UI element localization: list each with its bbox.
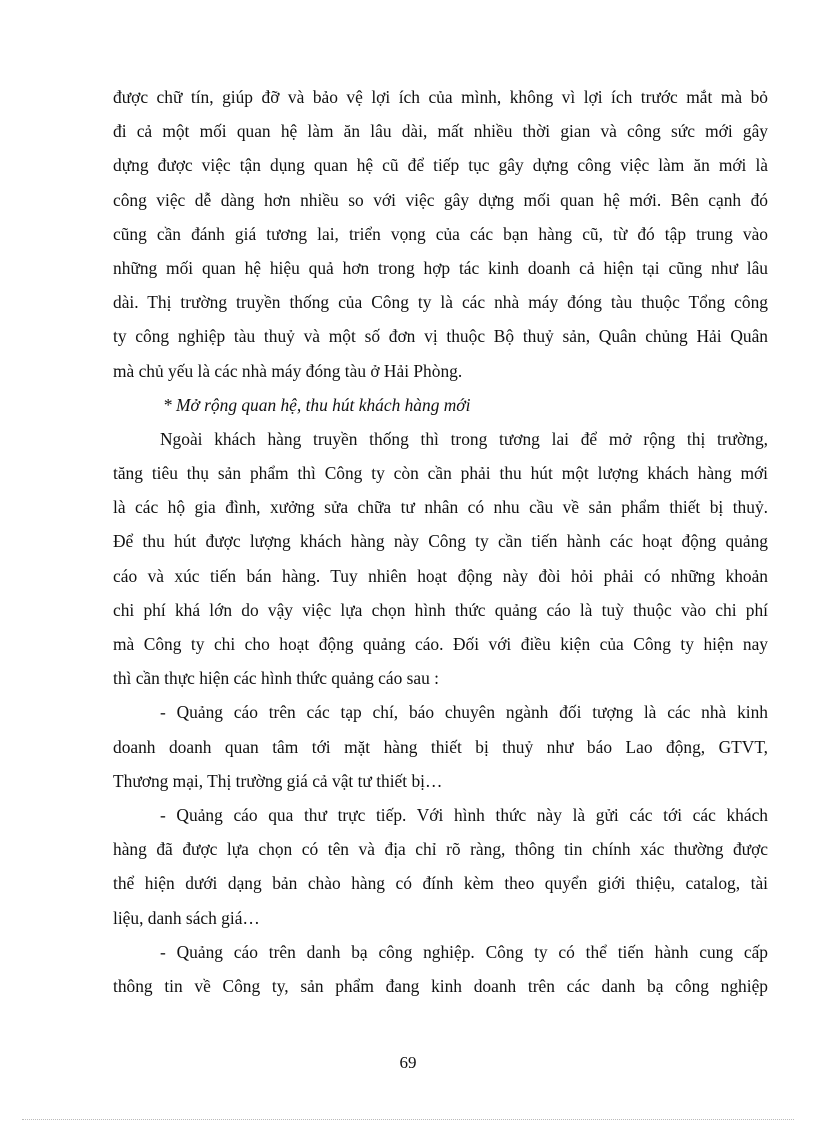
text-line: cáo và xúc tiến bán hàng. Tuy nhiên hoạt động này đòi hỏi phải có những khoản [113, 565, 768, 586]
text-line: ty công nghiệp tàu thuỷ và một số đơn vị thuộc Bộ thuỷ sản, Quân chủng Hải Quân [113, 326, 768, 347]
text-line: được chữ tín, giúp đỡ và bảo vệ lợi ích của mình, không vì lợi ích trước mắt mà bỏ [113, 87, 768, 107]
section-heading: * Mở rộng quan hệ, thu hút khách hàng mới [163, 394, 471, 415]
text-line: đi cả một mối quan hệ làm ăn lâu dài, mất nhiều thời gian và công sức mới gây [113, 121, 768, 142]
page-bottom-divider [22, 1119, 794, 1120]
text-line: dài. Thị trường truyền thống của Công ty là các nhà máy đóng tàu thuộc Tổng công [113, 292, 768, 313]
text-line: liệu, danh sách giá… [113, 907, 260, 928]
text-line: doanh doanh quan tâm tới mặt hàng thiết bị thuỷ như báo Lao động, GTVT, [113, 736, 768, 757]
text-line: mà Công ty chi cho hoạt động quảng cáo. Đối với điều kiện của Công ty hiện nay [113, 634, 768, 654]
text-line: mà chủ yếu là các nhà máy đóng tàu ở Hải Phòng. [113, 360, 463, 381]
list-item-line: - Quảng cáo trên danh bạ công nghiệp. Công ty có thể tiến hành cung cấp [160, 941, 768, 962]
text-line: Thương mại, Thị trường giá cả vật tư thiết bị… [113, 770, 443, 791]
list-item-line: - Quảng cáo trên các tạp chí, báo chuyên ngành đối tượng là các nhà kinh [160, 702, 768, 723]
text-line: thông tin về Công ty, sản phẩm đang kinh doanh trên các danh bạ công nghiệp [113, 975, 768, 996]
page-number: 69 [399, 1053, 417, 1072]
text-line: là các hộ gia đình, xưởng sửa chữa tư nhân có nhu cầu về sản phẩm thiết bị thuỷ. [113, 497, 768, 518]
text-line: cũng cần đánh giá tương lai, triển vọng của các bạn hàng cũ, từ đó tập trung vào [113, 223, 768, 244]
text-line: chi phí khá lớn do vậy việc lựa chọn hình thức quảng cáo là tuỳ thuộc vào chi phí [113, 599, 768, 620]
text-line: dựng được việc tận dụng quan hệ cũ để tiếp tục gây dựng công việc làm ăn mới là [113, 155, 768, 176]
text-line: thì cần thực hiện các hình thức quảng cáo sau : [113, 668, 439, 689]
text-line: hàng đã được lựa chọn có tên và địa chỉ rõ ràng, thông tin chính xác thường được [113, 839, 768, 860]
document-body [113, 80, 768, 1003]
text-line: Ngoài khách hàng truyền thống thì trong tương lai để mở rộng thị trường, [160, 428, 768, 449]
text-line: Để thu hút được lượng khách hàng này Công ty cần tiến hành các hoạt động quảng [113, 531, 768, 552]
text-line: tăng tiêu thụ sản phẩm thì Công ty còn cần phải thu hút một lượng khách hàng mới [113, 463, 768, 484]
text-line: thể hiện dưới dạng bản chào hàng có đính kèm theo quyển giới thiệu, catalog, tài [113, 873, 768, 894]
list-item-line: - Quảng cáo qua thư trực tiếp. Với hình thức này là gửi các tới các khách [160, 804, 768, 825]
text-line: những mối quan hệ hiệu quả hơn trong hợp tác kinh doanh cả hiện tại cũng như lâu [113, 257, 768, 278]
text-line: công việc dễ dàng hơn nhiều so với việc gây dựng mối quan hệ mới. Bên cạnh đó [113, 189, 768, 210]
